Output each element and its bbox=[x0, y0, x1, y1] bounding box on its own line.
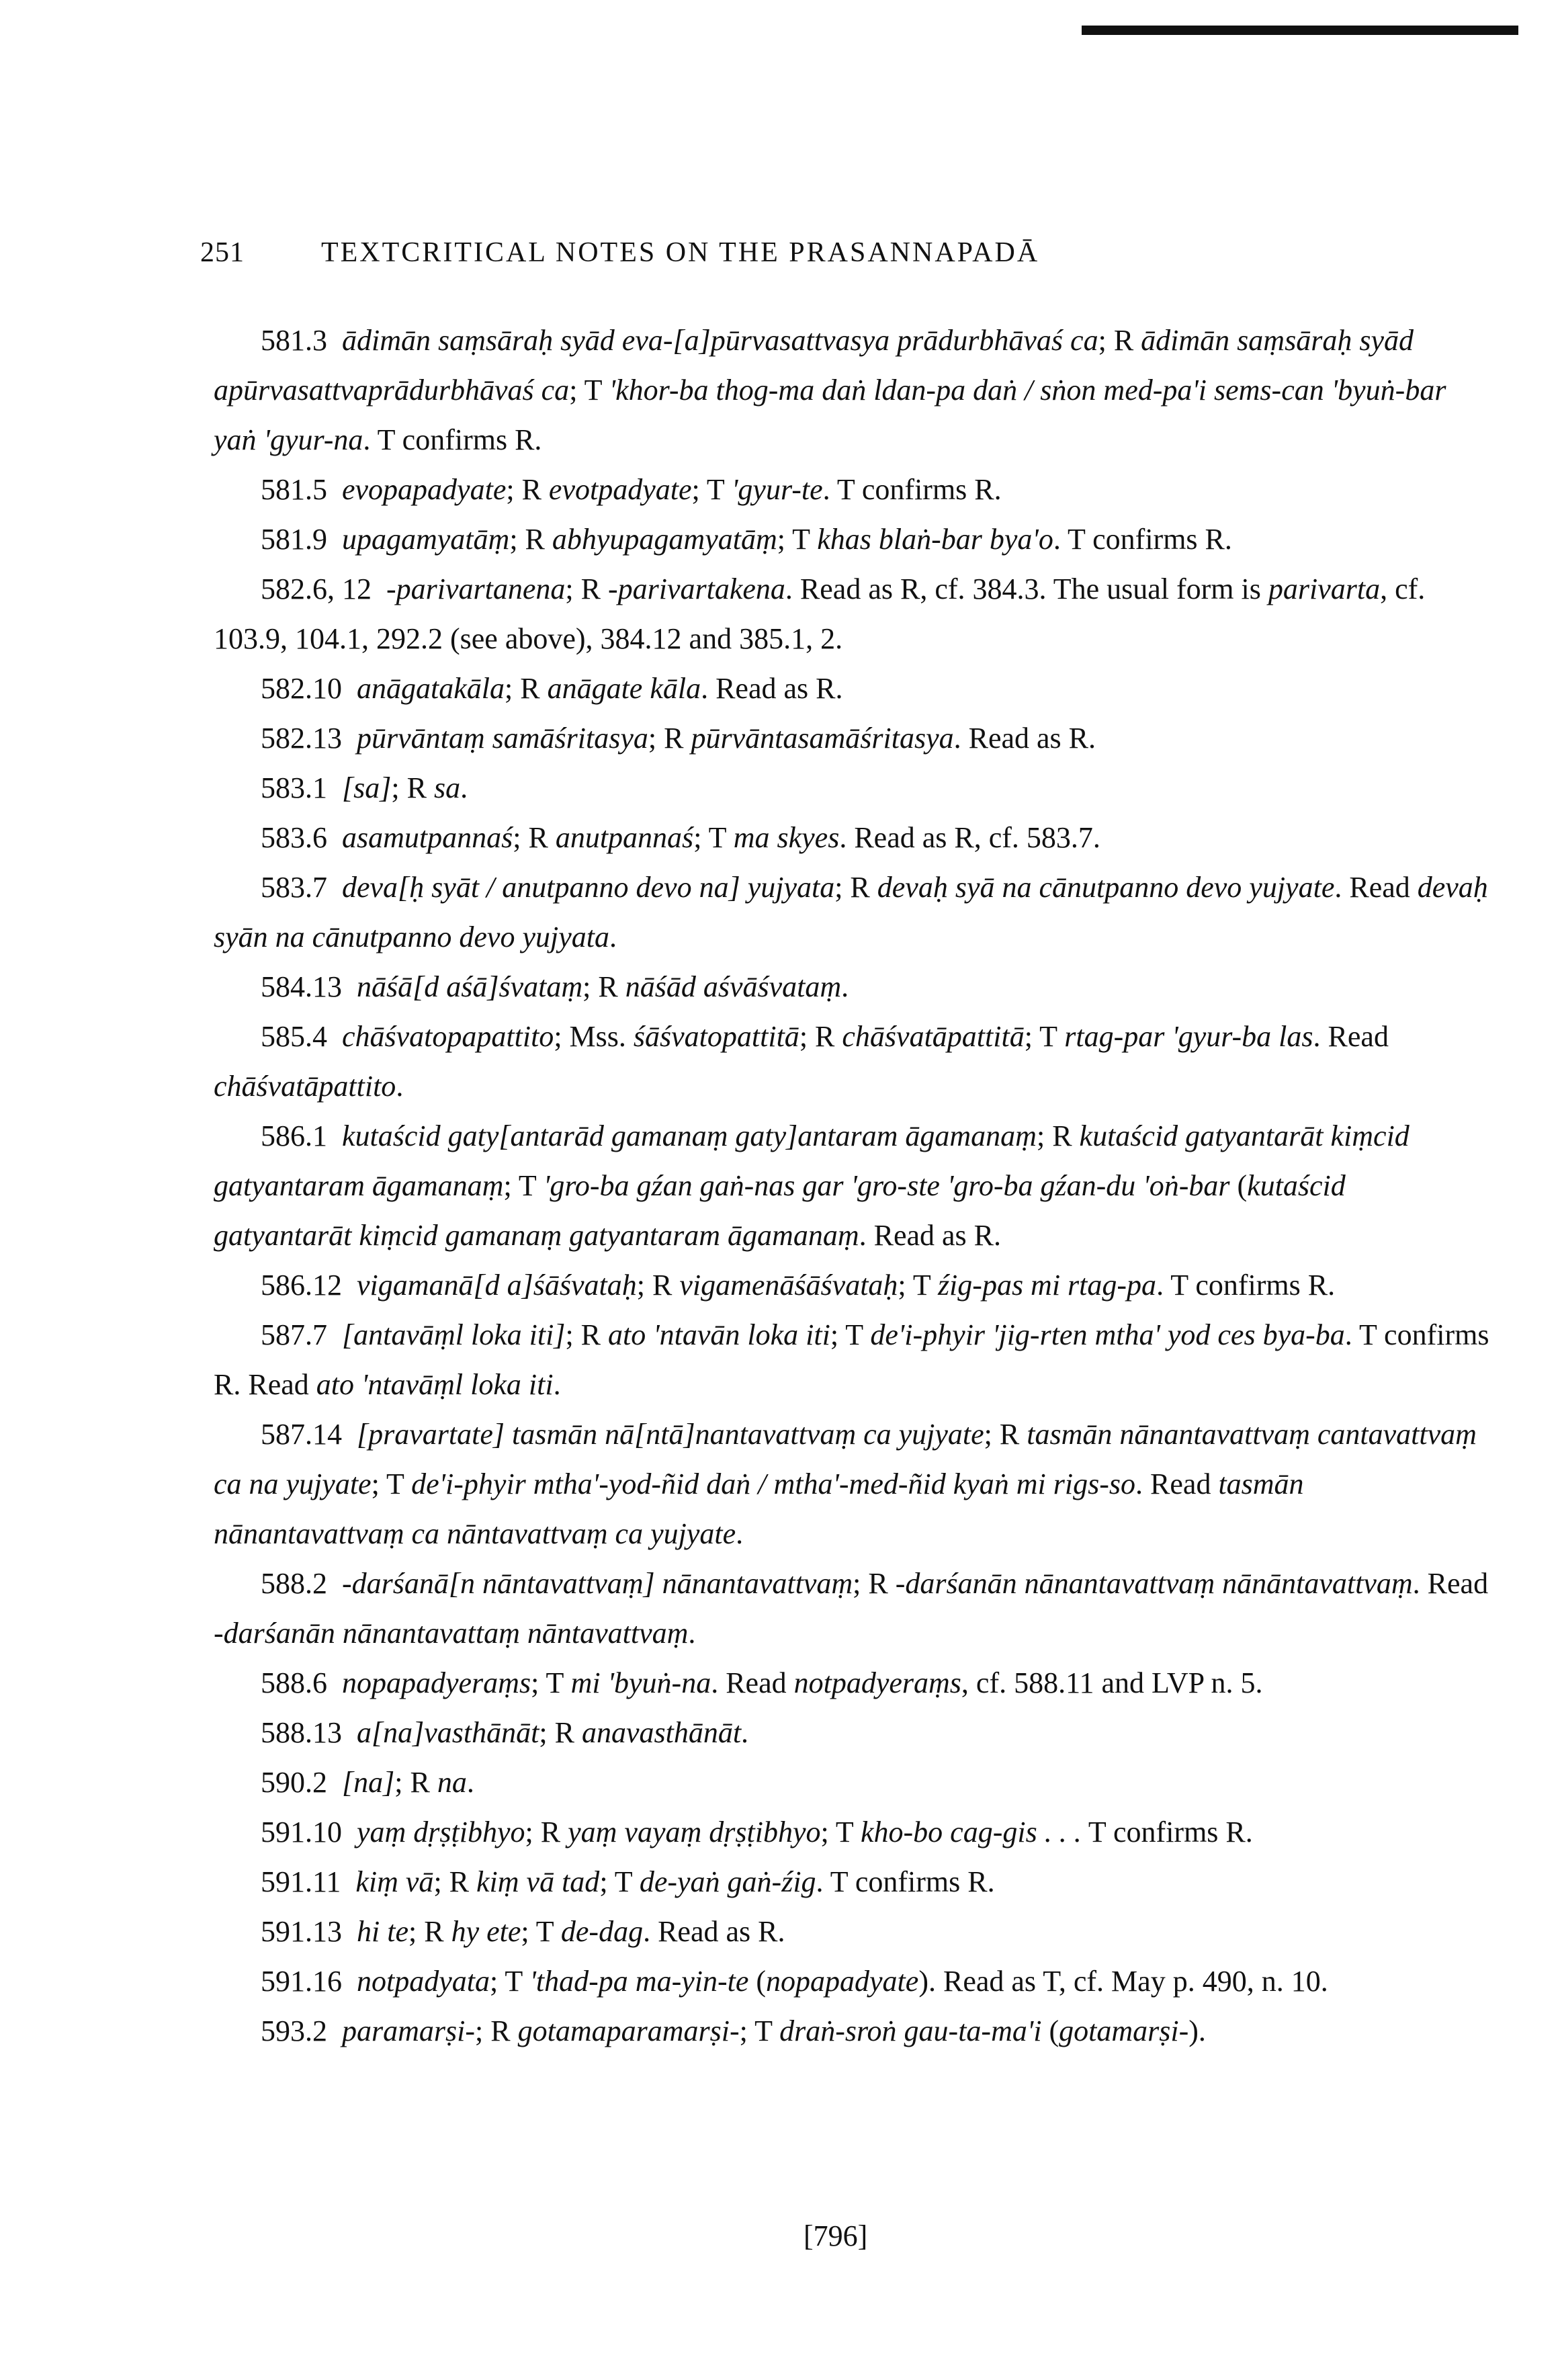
note-italic-text: upagamyatāṃ bbox=[342, 523, 510, 556]
note-text: ; T bbox=[830, 1318, 871, 1351]
note-italic-text: vigamanā[d a]śāśvataḥ bbox=[357, 1269, 637, 1302]
note-entry bbox=[214, 1758, 1490, 1808]
note-reference: 591.10 bbox=[261, 1816, 342, 1848]
note-italic-text: -darśanā[n nāntavattvaṃ] nānantavattvaṃ bbox=[342, 1567, 853, 1600]
note-entry bbox=[214, 664, 1490, 714]
note-entry bbox=[214, 1708, 1490, 1758]
note-text: . Read bbox=[1135, 1468, 1219, 1500]
note-text: . T confirms R. Read bbox=[214, 1318, 1489, 1401]
note-entry bbox=[214, 1261, 1490, 1310]
top-rule bbox=[1082, 26, 1518, 35]
note-text: . bbox=[396, 1070, 404, 1103]
note-text: ; T bbox=[521, 1915, 561, 1948]
note-text: ; R bbox=[565, 572, 608, 605]
note-text: ; Mss. bbox=[554, 1020, 634, 1053]
note-text: ; R bbox=[394, 1766, 437, 1799]
note-text: ; T bbox=[599, 1865, 640, 1898]
note-italic-text: hy ete bbox=[451, 1915, 521, 1948]
note-entry bbox=[214, 863, 1490, 962]
note-italic-text: nopapadyate bbox=[766, 1965, 919, 1998]
note-text: ; R bbox=[391, 771, 434, 804]
note-text: . Read bbox=[1313, 1020, 1389, 1053]
note-text: ( bbox=[1041, 2014, 1059, 2047]
note-text: ; T bbox=[569, 374, 609, 407]
note-italic-text: ato 'ntavāṃl loka iti bbox=[316, 1368, 554, 1401]
note-reference: 586.1 bbox=[261, 1119, 327, 1152]
note-italic-text: ma skyes bbox=[733, 821, 840, 854]
note-text: ( bbox=[1229, 1169, 1248, 1202]
note-reference: 581.9 bbox=[261, 523, 327, 556]
note-italic-text: evotpadyate bbox=[548, 473, 692, 506]
note-reference: 586.12 bbox=[261, 1269, 342, 1302]
note-italic-text: -darśanān nānantavattaṃ nāntavattvaṃ bbox=[214, 1617, 689, 1650]
note-italic-text: evopapadyate bbox=[342, 473, 507, 506]
note-italic-text: devaḥ syā na cānutpanno devo yujyate bbox=[877, 871, 1335, 904]
running-title: TEXTCRITICAL NOTES ON THE PRASANNAPADĀ bbox=[321, 237, 1040, 268]
note-italic-text: abhyupagamyatāṃ bbox=[552, 523, 777, 556]
note-italic-text: pūrvāntasamāśritasya bbox=[691, 722, 954, 755]
note-reference: 587.14 bbox=[261, 1418, 342, 1451]
note-italic-text: rtag-par 'gyur-ba las bbox=[1064, 1020, 1313, 1053]
note-italic-text: tasmān nānantavattvaṃ ca nāntavattvaṃ ca yujyate bbox=[214, 1468, 1304, 1550]
note-italic-text: mi 'byuṅ-na bbox=[570, 1666, 711, 1699]
note-italic-text: khas blaṅ-bar bya'o bbox=[817, 523, 1053, 556]
running-header bbox=[200, 237, 1477, 269]
note-reference: 591.11 bbox=[261, 1865, 341, 1898]
note-text: ; R bbox=[853, 1567, 896, 1600]
note-text: ; R bbox=[582, 970, 625, 1003]
note-italic-text: de-yaṅ gaṅ-źig bbox=[639, 1865, 816, 1898]
note-italic-text: 'thad-pa ma-yin-te bbox=[529, 1965, 749, 1998]
note-text: , cf. 103.9, 104.1, 292.2 (see above), 384.12 and 385.1, 2. bbox=[214, 572, 1426, 655]
note-italic-text: deva[ḥ syāt / anutpanno devo na] yujyata bbox=[342, 871, 835, 904]
note-italic-text: parivarta bbox=[1268, 572, 1381, 605]
note-entry bbox=[214, 1857, 1490, 1907]
note-text: . Read as R. bbox=[701, 672, 843, 705]
note-italic-text: kutaścid gaty[antarād gamanaṃ gaty]antaram āgamanaṃ bbox=[342, 1119, 1037, 1152]
note-italic-text: 'gro-ba gźan gaṅ-nas gar 'gro-ste 'gro-ba gźan-du 'oṅ-bar bbox=[543, 1169, 1230, 1202]
note-text: . bbox=[609, 921, 617, 953]
note-reference: 583.1 bbox=[261, 771, 327, 804]
note-italic-text: -parivartakena bbox=[607, 572, 785, 605]
note-entry bbox=[214, 515, 1490, 564]
note-text: . T confirms R. bbox=[363, 423, 542, 456]
note-text: ; R bbox=[799, 1020, 842, 1053]
note-text: . Read as R, cf. 583.7. bbox=[839, 821, 1100, 854]
note-reference: 588.6 bbox=[261, 1666, 327, 1699]
note-italic-text: kho-bo cag-gis . . . bbox=[861, 1816, 1082, 1848]
note-text: ; R bbox=[636, 1269, 680, 1302]
note-italic-text: chāśvatāpattitā bbox=[842, 1020, 1025, 1053]
note-italic-text: notpadyata bbox=[357, 1965, 490, 1998]
note-text: . bbox=[741, 1716, 749, 1749]
note-entry bbox=[214, 316, 1490, 465]
note-text: ; R bbox=[433, 1865, 477, 1898]
note-text: ; R bbox=[539, 1716, 582, 1749]
note-italic-text: -darśanān nānantavattvaṃ nānāntavattvaṃ bbox=[895, 1567, 1413, 1600]
note-reference: 591.13 bbox=[261, 1915, 342, 1948]
note-reference: 593.2 bbox=[261, 2014, 327, 2047]
note-text: ; R bbox=[1098, 324, 1141, 357]
note-text: ). Read as T, cf. May p. 490, n. 10. bbox=[918, 1965, 1328, 1998]
note-entry bbox=[214, 1410, 1490, 1559]
note-italic-text: yaṃ dṛṣṭibhyo bbox=[357, 1816, 525, 1848]
note-text: ; R bbox=[834, 871, 877, 904]
note-italic-text: 'khor-ba thog-ma daṅ ldan-pa daṅ / sṅon med-pa'i sems-can 'byuṅ-bar yaṅ 'gyur-na bbox=[214, 374, 1446, 456]
note-text: . T confirms R. bbox=[1156, 1269, 1336, 1302]
note-reference: 585.4 bbox=[261, 1020, 327, 1053]
note-reference: 583.6 bbox=[261, 821, 327, 854]
note-text: ; R bbox=[509, 523, 552, 556]
note-text: ; T bbox=[693, 821, 734, 854]
note-reference: 588.2 bbox=[261, 1567, 327, 1600]
note-text: . bbox=[466, 1766, 474, 1799]
note-italic-text: śāśvatopattitā bbox=[633, 1020, 799, 1053]
note-italic-text: kiṃ vā tad bbox=[476, 1865, 600, 1898]
note-text: ; R bbox=[408, 1915, 451, 1948]
note-text: ; T bbox=[489, 1965, 530, 1998]
note-italic-text: gotamarṣi- bbox=[1059, 2014, 1189, 2047]
note-text: ; R bbox=[525, 1816, 568, 1848]
note-entry bbox=[214, 813, 1490, 863]
page-marker: [796] bbox=[804, 2219, 868, 2252]
note-text: ( bbox=[748, 1965, 767, 1998]
note-reference: 582.6, 12 bbox=[261, 572, 372, 605]
note-text: ; R bbox=[984, 1418, 1027, 1451]
note-reference: 582.10 bbox=[261, 672, 342, 705]
note-italic-text: [antavāṃl loka iti] bbox=[342, 1318, 566, 1351]
note-text: ; T bbox=[691, 473, 732, 506]
note-italic-text: anāgate kāla bbox=[547, 672, 701, 705]
note-italic-text: pūrvāntaṃ samāśritasya bbox=[357, 722, 648, 755]
note-entry bbox=[214, 1559, 1490, 1658]
note-entry bbox=[214, 1808, 1490, 1857]
note-entry bbox=[214, 1658, 1490, 1708]
note-reference: 583.7 bbox=[261, 871, 327, 904]
note-text: . bbox=[460, 771, 468, 804]
note-text: . bbox=[841, 970, 849, 1003]
note-italic-text: ādimān saṃsāraḥ syād eva-[a]pūrvasattvasya prādurbhāvaś ca bbox=[342, 324, 1098, 357]
note-text: . T confirms R. bbox=[822, 473, 1002, 506]
note-text: . T confirms R. bbox=[816, 1865, 995, 1898]
note-italic-text: devaḥ syān na cānutpanno devo yujyata bbox=[214, 871, 1488, 953]
note-reference: 587.7 bbox=[261, 1318, 327, 1351]
note-italic-text: draṅ-sroṅ gau-ta-ma'i bbox=[779, 2014, 1042, 2047]
note-text: ). bbox=[1188, 2014, 1206, 2047]
note-text: . Read bbox=[1412, 1567, 1489, 1600]
note-text: . T confirms R. bbox=[1053, 523, 1232, 556]
note-italic-text: kiṃ vā bbox=[355, 1865, 434, 1898]
notes-list bbox=[214, 316, 1490, 2056]
note-entry bbox=[214, 1111, 1490, 1261]
note-italic-text: nopapadyeraṃs bbox=[342, 1666, 531, 1699]
note-text: ; R bbox=[565, 1318, 609, 1351]
note-italic-text: anāgatakāla bbox=[357, 672, 505, 705]
note-italic-text: nāśād aśvāśvataṃ bbox=[625, 970, 842, 1003]
note-text: . Read bbox=[711, 1666, 794, 1699]
note-reference: 581.5 bbox=[261, 473, 327, 506]
note-text: ; T bbox=[531, 1666, 571, 1699]
note-text: . Read as R, cf. 384.3. The usual form is bbox=[785, 572, 1268, 605]
note-text: ; R bbox=[648, 722, 691, 755]
note-italic-text: 'gyur-te bbox=[732, 473, 823, 506]
note-text: . Read as R. bbox=[859, 1219, 1001, 1252]
note-text: ; T bbox=[820, 1816, 861, 1848]
note-italic-text: [pravartate] tasmān nā[ntā]nantavattvaṃ ca yujyate bbox=[357, 1418, 984, 1451]
note-entry bbox=[214, 962, 1490, 1012]
note-text: ; T bbox=[739, 2014, 780, 2047]
page-number: 251 bbox=[200, 237, 245, 268]
note-italic-text: -parivartanena bbox=[386, 572, 566, 605]
note-reference: 581.3 bbox=[261, 324, 327, 357]
note-italic-text: [na] bbox=[342, 1766, 395, 1799]
note-italic-text: chāśvatopapattito bbox=[342, 1020, 554, 1053]
note-text: . Read as R. bbox=[643, 1915, 785, 1948]
note-entry bbox=[214, 2006, 1490, 2056]
note-text: ; T bbox=[777, 523, 818, 556]
note-text: ; T bbox=[503, 1169, 544, 1202]
note-italic-text: nāśā[d aśā]śvataṃ bbox=[357, 970, 583, 1003]
note-text: ; R bbox=[1036, 1119, 1080, 1152]
note-italic-text: hi te bbox=[357, 1915, 408, 1948]
note-italic-text: tasmān nānantavattvaṃ cantavattvaṃ ca na yujyate bbox=[214, 1418, 1477, 1500]
note-text: . bbox=[736, 1517, 744, 1550]
note-text: . bbox=[688, 1617, 696, 1650]
note-italic-text: anavasthānāt bbox=[581, 1716, 742, 1749]
note-italic-text: vigamenāśāśvataḥ bbox=[679, 1269, 898, 1302]
note-italic-text: de'i-phyir 'jig-rten mtha' yod ces bya-ba bbox=[870, 1318, 1345, 1351]
note-text: . Read bbox=[1334, 871, 1418, 904]
note-italic-text: ādimān saṃsāraḥ syād apūrvasattvaprādurbhāvaś ca bbox=[214, 324, 1414, 407]
note-text: ; T bbox=[371, 1468, 412, 1500]
note-italic-text: de-dag bbox=[560, 1915, 644, 1948]
note-italic-text: gotamaparamarṣi- bbox=[517, 2014, 740, 2047]
note-italic-text: paramarṣi- bbox=[342, 2014, 476, 2047]
note-italic-text: yaṃ vayaṃ dṛṣṭibhyo bbox=[568, 1816, 821, 1848]
note-text: ; T bbox=[1024, 1020, 1065, 1053]
note-entry bbox=[214, 1310, 1490, 1410]
note-text: ; R bbox=[513, 821, 556, 854]
note-italic-text: [sa] bbox=[342, 771, 392, 804]
note-italic-text: a[na]vasthānāt bbox=[357, 1716, 539, 1749]
note-italic-text: anutpannaś bbox=[555, 821, 694, 854]
note-italic-text: sa bbox=[433, 771, 461, 804]
note-entry bbox=[214, 1957, 1490, 2006]
note-reference: 591.16 bbox=[261, 1965, 342, 1998]
note-entry bbox=[214, 465, 1490, 515]
note-text: , cf. 588.11 and LVP n. 5. bbox=[961, 1666, 1263, 1699]
note-italic-text: kutaścid gatyantarāt kiṃcid gatyantaram āgamanaṃ bbox=[214, 1119, 1410, 1202]
note-reference: 584.13 bbox=[261, 970, 342, 1003]
note-reference: 582.13 bbox=[261, 722, 342, 755]
note-italic-text: asamutpannaś bbox=[342, 821, 513, 854]
note-italic-text: notpadyeraṃs bbox=[793, 1666, 961, 1699]
note-text: . Read as R. bbox=[953, 722, 1096, 755]
note-italic-text: źig-pas mi rtag-pa bbox=[937, 1269, 1157, 1302]
note-text: . bbox=[553, 1368, 561, 1401]
note-text: ; R bbox=[475, 2014, 518, 2047]
note-text: ; T bbox=[898, 1269, 938, 1302]
note-italic-text: na bbox=[437, 1766, 467, 1799]
note-italic-text: ato 'ntavān loka iti bbox=[608, 1318, 830, 1351]
note-reference: 588.13 bbox=[261, 1716, 342, 1749]
note-text: ; R bbox=[506, 473, 549, 506]
note-entry bbox=[214, 1012, 1490, 1111]
note-entry bbox=[214, 714, 1490, 763]
note-entry bbox=[214, 564, 1490, 664]
note-entry bbox=[214, 763, 1490, 813]
note-text: ; R bbox=[504, 672, 548, 705]
note-italic-text: kutaścid gatyantarāt kiṃcid gamanaṃ gatyantaram āgamanaṃ bbox=[214, 1169, 1346, 1252]
note-italic-text: chāśvatāpattito bbox=[214, 1070, 396, 1103]
note-reference: 590.2 bbox=[261, 1766, 327, 1799]
note-text: T confirms R. bbox=[1081, 1816, 1253, 1848]
note-entry bbox=[214, 1907, 1490, 1957]
note-italic-text: de'i-phyir mtha'-yod-ñid daṅ / mtha'-med-ñid kyaṅ mi rigs-so bbox=[411, 1468, 1136, 1500]
